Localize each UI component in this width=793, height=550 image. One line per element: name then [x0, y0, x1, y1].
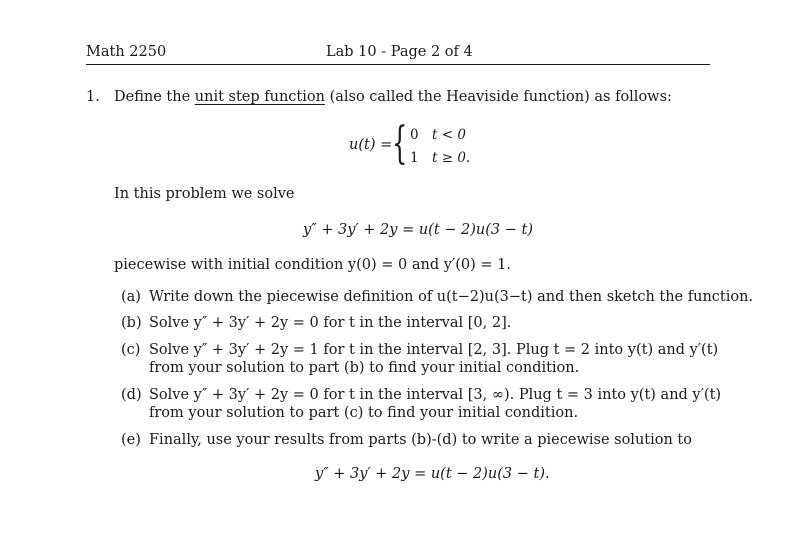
problem-number: 1.: [86, 89, 100, 105]
case2-condition: t ≥ 0.: [432, 150, 471, 166]
part-label: (b): [121, 315, 142, 331]
piecewise-case-2: [410, 149, 470, 167]
problem-statement: [86, 88, 672, 106]
part-text: Write down the piecewise definition of u(t−2)u(3−t) and then sketch the function.: [149, 289, 754, 305]
intro-after: (also called the Heaviside function) as follows:: [324, 89, 672, 105]
part-text-line-1: Solve y″ + 3y′ + 2y = 1 for t in the interval [2, 3]. Plug t = 2 into y(t) and y′(t): [149, 342, 719, 358]
case2-value: 1: [410, 150, 419, 166]
left-brace: {: [392, 118, 408, 169]
part-text-line-1: Solve y″ + 3y′ + 2y = 0 for t in the interval [3, ∞). Plug t = 3 into y(t) and y′(t): [149, 387, 722, 403]
header-rule: [86, 64, 710, 65]
part-text: Finally, use your results from parts (b)-(d) to write a piecewise solution to: [149, 432, 692, 448]
final-equation: y″ + 3y′ + 2y = u(t − 2)u(3 − t).: [315, 466, 550, 482]
piecewise-lhs: u(t) =: [349, 137, 393, 153]
part-label: (e): [121, 432, 141, 448]
header-lab-page: Lab 10 - Page 2 of 4: [326, 44, 473, 60]
part-label: (d): [121, 387, 142, 403]
underlined-term: unit step function: [194, 89, 325, 105]
part-label: (c): [121, 342, 141, 358]
part-text-line-2: from your solution to part (c) to find your initial condition.: [149, 405, 579, 421]
main-equation: y″ + 3y′ + 2y = u(t − 2)u(3 − t): [303, 222, 533, 238]
case1-value: 0: [410, 127, 419, 143]
initial-condition-text: piecewise with initial condition y(0) = 0 and y′(0) = 1.: [114, 257, 511, 273]
header-course: Math 2250: [86, 44, 167, 60]
case1-condition: t < 0: [432, 127, 466, 143]
part-text-line-2: from your solution to part (b) to find your initial condition.: [149, 360, 580, 376]
piecewise-case-1: [410, 126, 466, 144]
solve-intro: In this problem we solve: [114, 186, 295, 202]
part-text: Solve y″ + 3y′ + 2y = 0 for t in the interval [0, 2].: [149, 315, 512, 331]
intro-before: Define the: [114, 89, 195, 105]
part-label: (a): [121, 289, 141, 305]
